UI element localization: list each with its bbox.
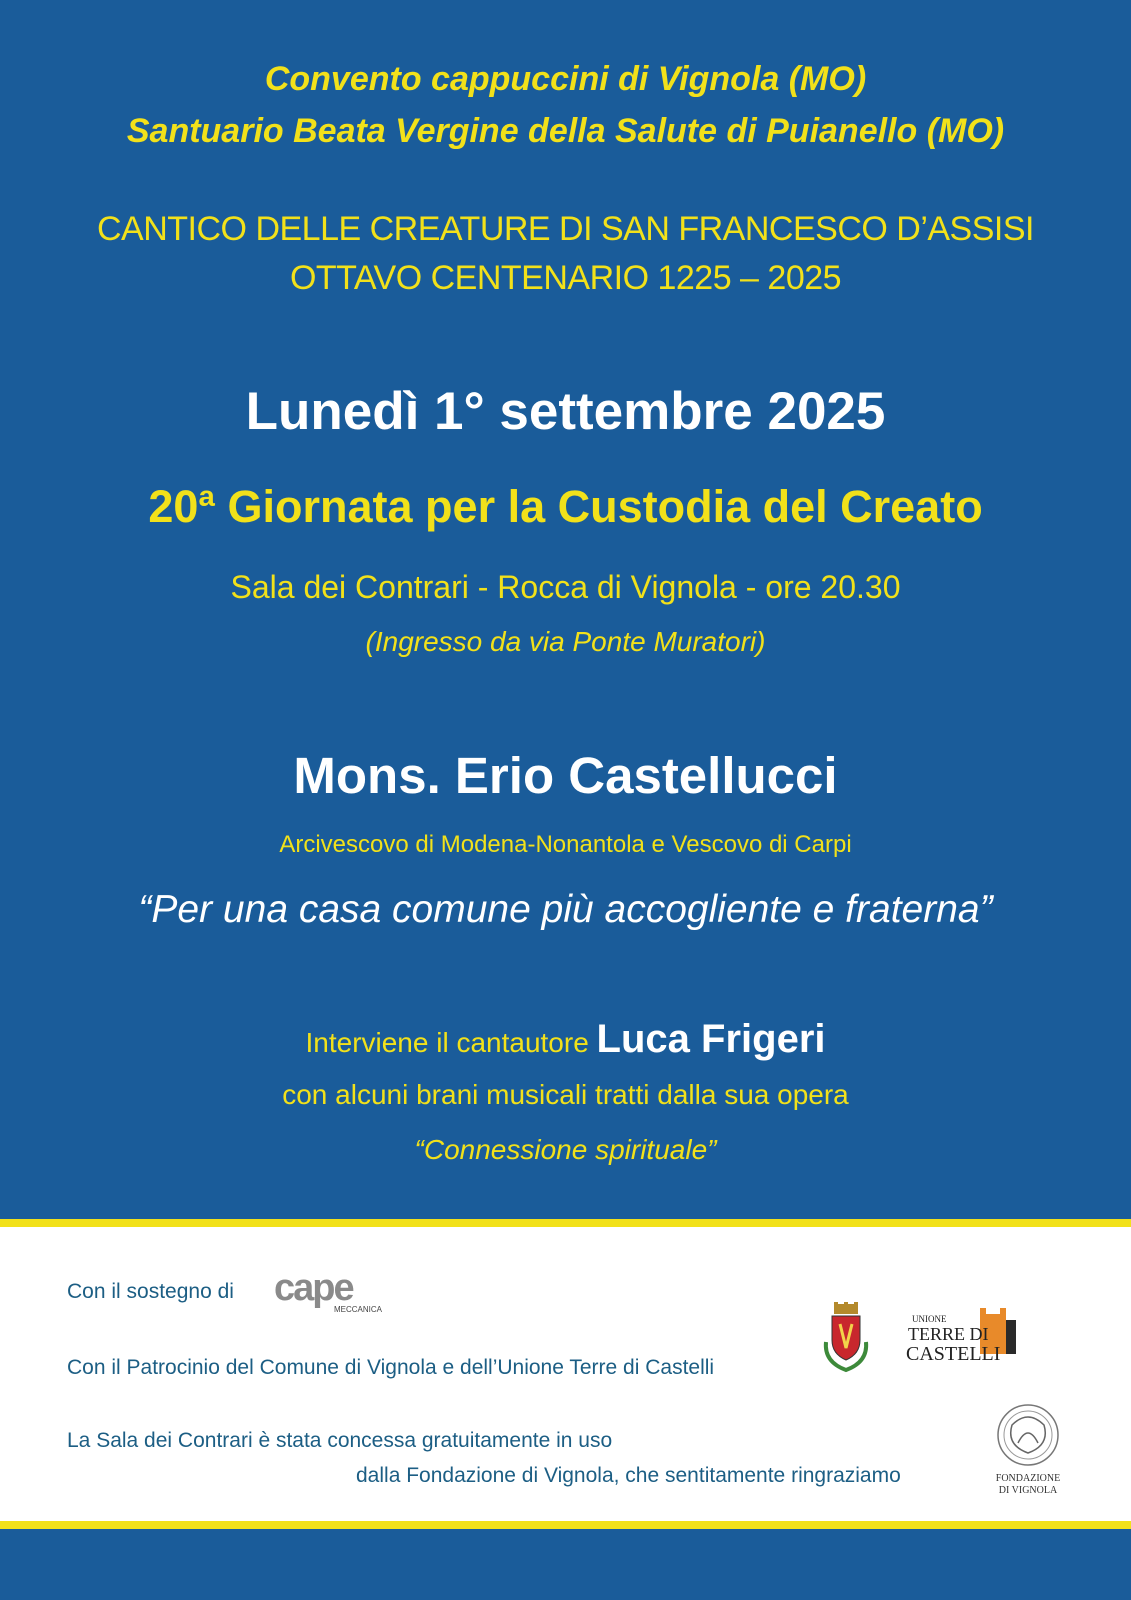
centenary-line: OTTAVO CENTENARIO 1225 – 2025 — [289, 259, 842, 297]
footer-band — [0, 1529, 1131, 1600]
yellow-divider-bottom — [0, 1521, 1131, 1529]
svg-text:MECCANICA: MECCANICA — [334, 1305, 383, 1314]
thanks-line-1: La Sala dei Contrari è stata concessa gratuitamente in uso — [67, 1429, 613, 1452]
speaker-name: Mons. Erio Castellucci — [293, 747, 838, 804]
svg-text:CASTELLI: CASTELLI — [906, 1343, 1001, 1365]
event-entrance: (Ingresso da via Ponte Muratori) — [365, 626, 766, 657]
svg-text:UNIONE: UNIONE — [912, 1314, 947, 1324]
music-intro: Interviene il cantautore — [305, 1027, 597, 1058]
event-title: 20ª Giornata per la Custodia del Creato — [148, 481, 983, 532]
patronage-text: Con il Patrocinio del Comune di Vignola e dell’Unione Terre di Castelli — [67, 1356, 715, 1379]
support-label: Con il sostegno di — [67, 1280, 234, 1303]
music-work-title: “Connessione spirituale” — [414, 1134, 717, 1165]
svg-text:DI VIGNOLA: DI VIGNOLA — [998, 1485, 1058, 1496]
talk-title: “Per una casa comune più accogliente e fraterna” — [138, 888, 993, 931]
fondazione-di-vignola-logo — [990, 1403, 1066, 1497]
music-intro-line — [0, 1017, 1131, 1062]
cantico-title: CANTICO DELLE CREATURE DI SAN FRANCESCO D’ASSISI — [97, 210, 1034, 248]
thanks-line-2: dalla Fondazione di Vignola, che sentitamente ringraziamo — [356, 1464, 901, 1487]
vignola-coat-of-arms-logo — [820, 1302, 872, 1374]
svg-text:TERRE DI: TERRE DI — [908, 1324, 989, 1344]
unione-terre-di-castelli-logo — [906, 1306, 1018, 1372]
organizer-line-1: Convento cappuccini di Vignola (MO) — [264, 60, 867, 98]
speaker-role: Arcivescovo di Modena-Nonantola e Vescovo di Carpi — [279, 831, 852, 858]
svg-text:FONDAZIONE: FONDAZIONE — [995, 1473, 1061, 1484]
organizer-line-2: Santuario Beata Vergine della Salute di Puianello (MO) — [126, 112, 1005, 150]
event-venue: Sala dei Contrari - Rocca di Vignola - ore 20.30 — [230, 569, 901, 605]
svg-text:cape: cape — [274, 1270, 353, 1309]
music-description: con alcuni brani musicali tratti dalla sua opera — [282, 1079, 849, 1110]
cape-meccanica-logo — [274, 1270, 386, 1314]
event-date: Lunedì 1° settembre 2025 — [245, 382, 886, 441]
yellow-divider-top — [0, 1219, 1131, 1227]
artist-name: Luca Frigeri — [596, 1017, 826, 1061]
